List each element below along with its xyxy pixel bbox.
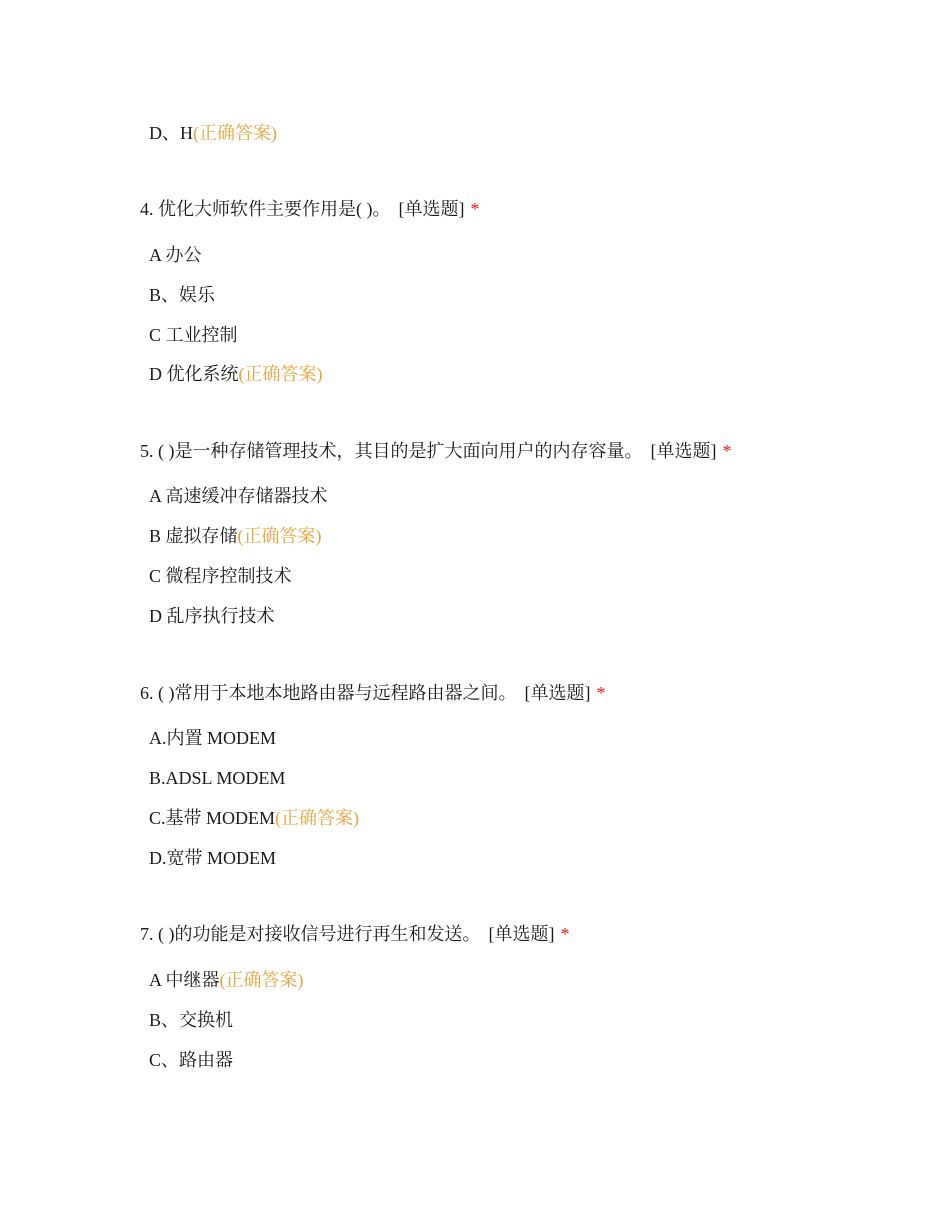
question-7-title xyxy=(140,922,570,946)
option-q7-a xyxy=(149,968,304,992)
question-text: 5. ( )是一种存储管理技术，其目的是扩大面向用户的内存容量。 xyxy=(140,441,643,461)
question-type-tag: [单选题] xyxy=(524,683,591,703)
question-4-title xyxy=(140,197,480,221)
correct-answer-label: (正确答案) xyxy=(193,123,277,143)
option-q3-d xyxy=(149,121,277,145)
option-text: A 高速缓冲存储器技术 xyxy=(149,486,328,506)
required-star: * xyxy=(722,441,732,461)
option-text: C.基带 MODEM xyxy=(149,808,276,828)
option-text: C、路由器 xyxy=(149,1050,234,1070)
option-text: B.ADSL MODEM xyxy=(149,768,286,788)
required-star: * xyxy=(560,924,570,944)
option-q4-d xyxy=(149,362,323,386)
option-q6-a xyxy=(149,726,276,750)
option-text: A 办公 xyxy=(149,245,202,265)
option-q4-c xyxy=(149,323,238,347)
option-text: B 虚拟存储 xyxy=(149,526,238,546)
question-text: 4. 优化大师软件主要作用是( )。 xyxy=(140,199,391,219)
option-q5-a xyxy=(149,484,328,508)
correct-answer-label: (正确答案) xyxy=(238,364,323,384)
question-type-tag: [单选题] xyxy=(650,441,717,461)
option-q5-b xyxy=(149,524,322,548)
correct-answer-label: (正确答案) xyxy=(219,970,304,990)
correct-answer-label: (正确答案) xyxy=(237,526,322,546)
option-text: D 乱序执行技术 xyxy=(149,606,275,626)
option-q6-c xyxy=(149,806,359,830)
question-type-tag: [单选题] xyxy=(488,924,555,944)
option-q5-d xyxy=(149,604,275,628)
question-text: 6. ( )常用于本地本地路由器与远程路由器之间。 xyxy=(140,683,517,703)
option-text: B、交换机 xyxy=(149,1010,234,1030)
option-q6-d xyxy=(149,846,276,870)
option-text: D 优化系统 xyxy=(149,364,239,384)
option-text: D、H xyxy=(149,123,193,143)
question-type-tag: [单选题] xyxy=(398,199,465,219)
option-text: B、娱乐 xyxy=(149,285,216,305)
question-5-title xyxy=(140,439,732,463)
option-q4-b xyxy=(149,283,215,307)
option-text: D.宽带 MODEM xyxy=(149,848,277,868)
option-q4-a xyxy=(149,243,202,267)
option-text: C 工业控制 xyxy=(149,325,238,345)
correct-answer-label: (正确答案) xyxy=(275,808,360,828)
option-text: A.内置 MODEM xyxy=(149,728,277,748)
option-q7-b xyxy=(149,1008,233,1032)
question-text: 7. ( )的功能是对接收信号进行再生和发送。 xyxy=(140,924,481,944)
option-text: C 微程序控制技术 xyxy=(149,566,292,586)
option-q5-c xyxy=(149,564,292,588)
option-q6-b xyxy=(149,766,285,790)
required-star: * xyxy=(596,683,606,703)
question-6-title xyxy=(140,681,606,705)
required-star: * xyxy=(470,199,480,219)
option-q7-c xyxy=(149,1048,233,1072)
option-text: A 中继器 xyxy=(149,970,220,990)
